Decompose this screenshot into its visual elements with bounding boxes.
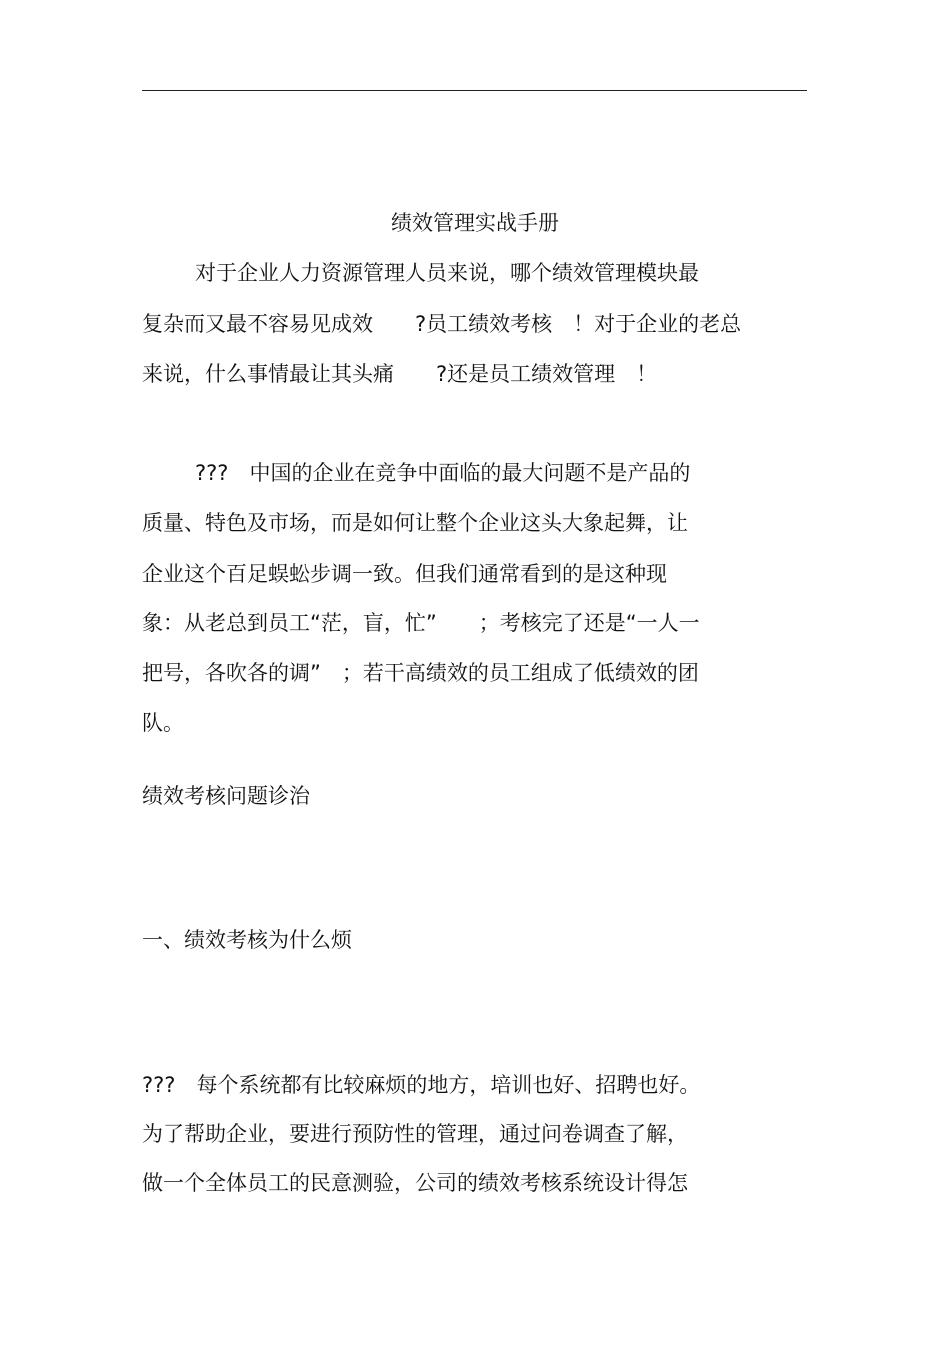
intro-line: 复杂而又最不容易见成效 ?员工绩效考核 ！对于企业的老总: [142, 312, 742, 336]
intro-line: 对于企业人力资源管理人员来说，哪个绩效管理模块最: [195, 261, 699, 285]
header-rule: [142, 90, 807, 91]
paragraph-line: 象：从老总到员工“茫，盲，忙” ；考核完了还是“一人一: [142, 611, 700, 635]
paragraph-line: 企业这个百足蜈蚣步调一致。但我们通常看到的是这种现: [142, 562, 667, 586]
document-title: 绩效管理实战手册: [391, 211, 559, 235]
section-heading: 绩效考核问题诊治: [142, 784, 310, 808]
paragraph-line: 把号，各吹各的调” ；若干高绩效的员工组成了低绩效的团: [142, 661, 699, 685]
paragraph-line: 做一个全体员工的民意测验，公司的绩效考核系统设计得怎: [142, 1171, 688, 1195]
paragraph-line: 队。: [142, 711, 184, 735]
subsection-heading: 一、绩效考核为什么烦: [142, 928, 352, 952]
paragraph-line: ??? 中国的企业在竞争中面临的最大问题不是产品的: [195, 461, 691, 485]
paragraph-line: 质量、特色及市场，而是如何让整个企业这头大象起舞，让: [142, 511, 688, 535]
intro-line: 来说，什么事情最让其头痛 ?还是员工绩效管理 ！: [142, 362, 658, 386]
paragraph-line: ??? 每个系统都有比较麻烦的地方，培训也好、招聘也好。: [142, 1073, 701, 1097]
paragraph-line: 为了帮助企业，要进行预防性的管理，通过问卷调查了解，: [142, 1122, 688, 1146]
